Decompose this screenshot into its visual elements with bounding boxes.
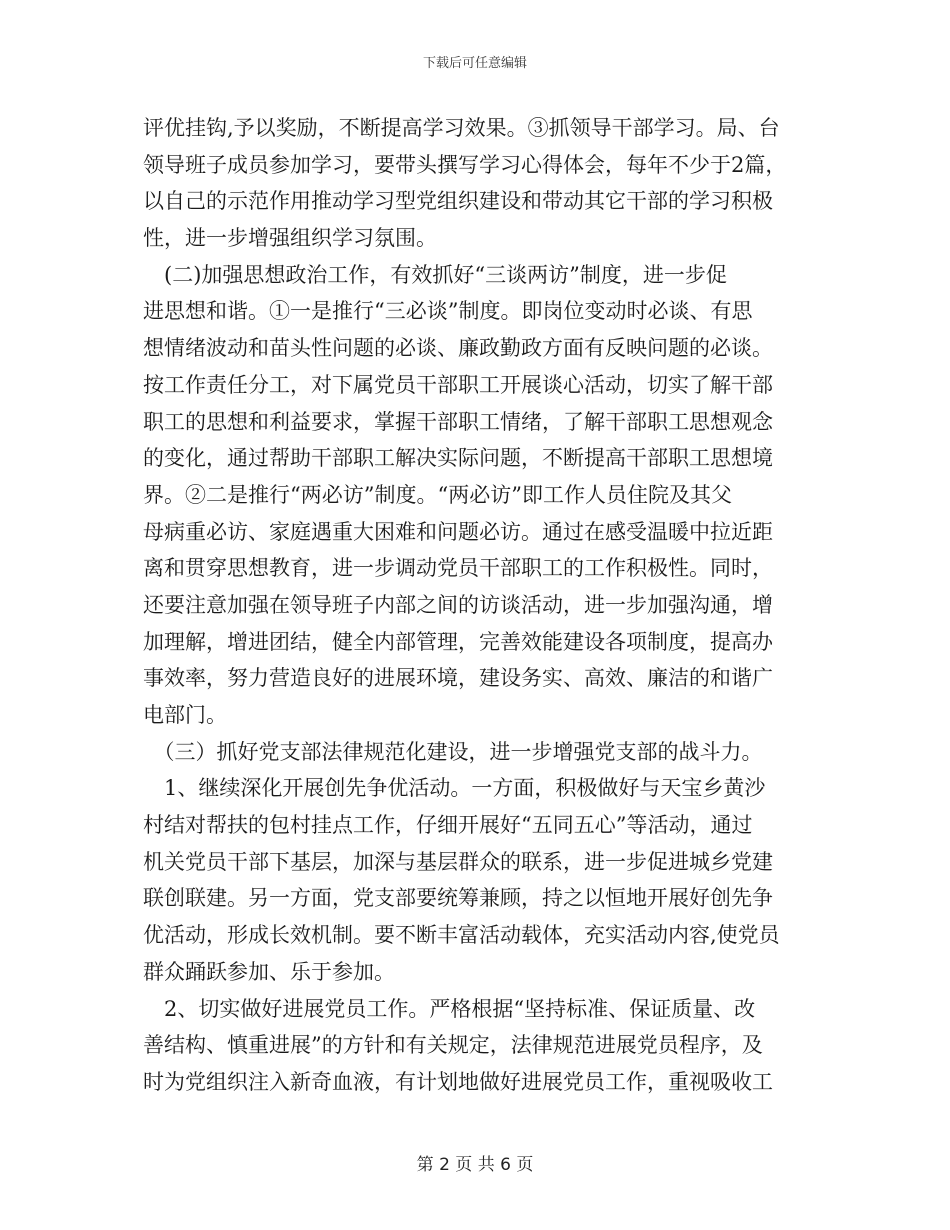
text-line: 母病重必访、家庭遇重大困难和问题必访。通过在感受温暖中拉近距 [143, 519, 773, 544]
text-line: 领导班子成员参加学习，要带头撰写学习心得体会，每年不少于2篇， [143, 152, 787, 177]
text-line: 还要注意加强在领导班子内部之间的访谈活动，进一步加强沟通，增 [143, 592, 773, 617]
text-line: 加理解，增进团结，健全内部管理，完善效能建设各项制度，提高办 [143, 629, 773, 654]
document-body [143, 110, 807, 1101]
page-header: 下载后可任意编辑 [422, 56, 527, 71]
text-line: 按工作责任分工，对下属党员干部职工开展谈心活动，切实了解干部 [143, 372, 773, 397]
text-line: 评优挂钩,予以奖励，不断提高学习效果。③抓领导干部学习。局、台 [143, 116, 780, 140]
text-line: 职工的思想和利益要求，掌握干部职工情绪，了解干部职工思想观念 [143, 409, 773, 434]
text-line: 机关党员干部下基层，加深与基层群众的联系，进一步促进城乡党建 [143, 849, 773, 874]
text-line: 1、继续深化开展创先争优活动。一方面，积极做好与天宝乡黄沙 [143, 776, 766, 801]
text-line: 离和贯穿思想教育，进一步调动党员干部职工的工作积极性。同时， [143, 556, 773, 581]
text-line: 时为党组织注入新奇血液，有计划地做好进展党员工作，重视吸收工 [143, 1069, 773, 1094]
text-line: 事效率，努力营造良好的进展环境，建设务实、高效、廉洁的和谐广 [143, 666, 773, 691]
text-line: 以自己的示范作用推动学习型党组织建设和带动其它干部的学习积极 [143, 189, 773, 214]
text-line: 联创联建。另一方面，党支部要统筹兼顾，持之以恒地开展好创先争 [143, 886, 773, 911]
text-line: 优活动，形成长效机制。要不断丰富活动载体，充实活动内容,使党员 [143, 923, 780, 948]
text-line: 善结构、慎重进展”的方针和有关规定，法律规范进展党员程序，及 [143, 1033, 763, 1058]
text-line: 村结对帮扶的包村挂点工作，仔细开展好“五同五心”等活动，通过 [143, 813, 753, 838]
page-footer: 第 2 页 共 6 页 [416, 1155, 534, 1175]
text-line: (二)加强思想政治工作，有效抓好“三谈两访”制度，进一步促 [143, 262, 727, 287]
text-line: 界。②二是推行“两必访”制度。“两必访”即工作人员住院及其父 [143, 482, 732, 507]
text-line: 进思想和谐。①一是推行“三必谈”制度。即岗位变动时必谈、有思 [143, 299, 753, 324]
text-line: 想情绪波动和苗头性问题的必谈、廉政勤政方面有反映问题的必谈。 [143, 336, 773, 361]
text-line: 2、切实做好进展党员工作。严格根据“坚持标准、保证质量、改 [143, 996, 756, 1021]
text-line: 的变化，通过帮助干部职工解决实际问题，不断提高干部职工思想境 [143, 446, 773, 471]
text-line: 群众踊跃参加、乐于参加。 [143, 959, 395, 984]
text-line: 性，进一步增强组织学习氛围。 [143, 226, 437, 251]
text-line: （三）抓好党支部法律规范化建设，进一步增强党支部的战斗力。 [143, 739, 763, 764]
text-line: 电部门。 [143, 703, 227, 727]
